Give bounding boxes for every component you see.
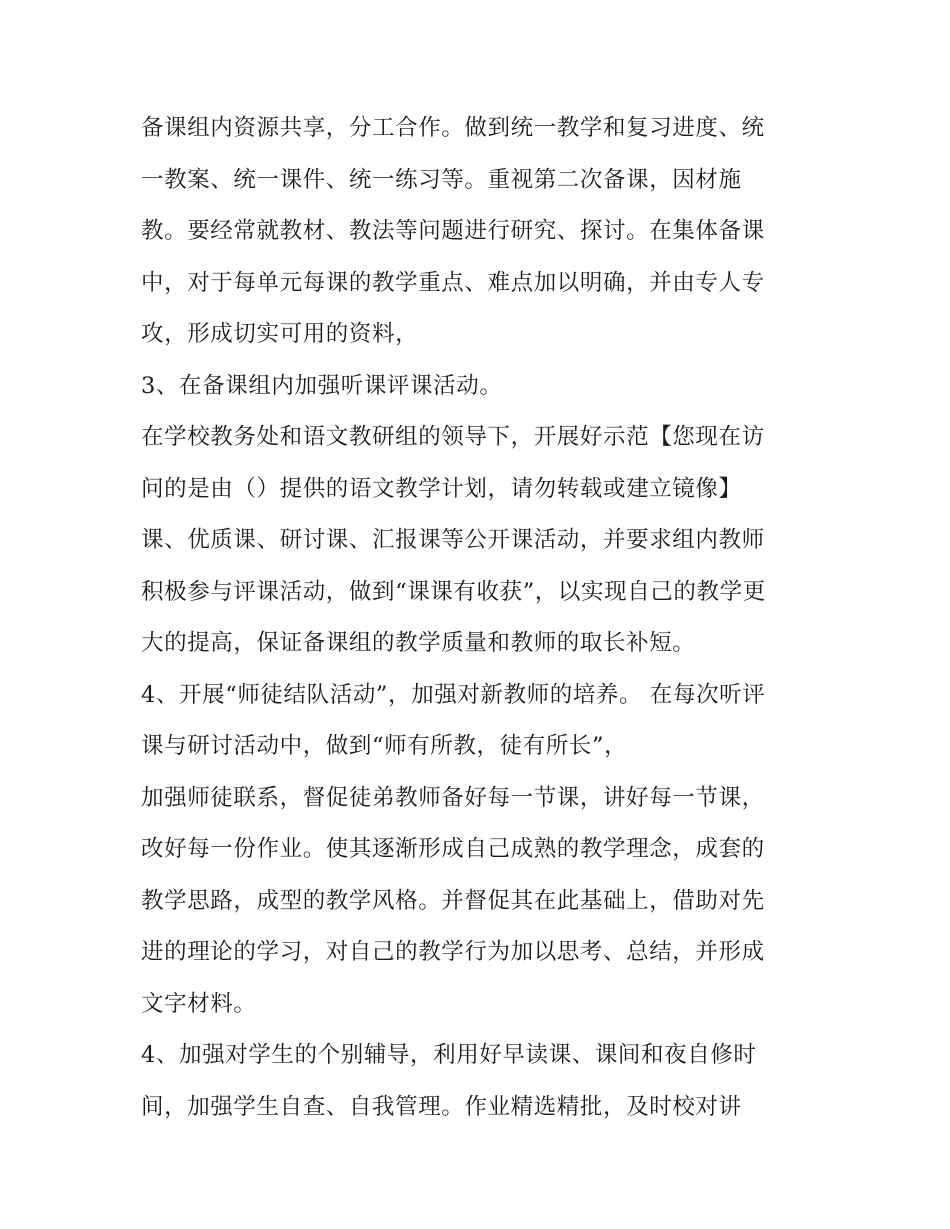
text-line: 积极参与评课活动，做到“课课有收获”，以实现自己的教学更 — [141, 578, 766, 605]
text-line: 在学校教务处和语文教研组的领导下，开展好示范【您现在访 — [141, 424, 765, 450]
section-heading-4: 4、开展“师徒结队活动”，加强对新教师的培养。 在每次听评 — [141, 681, 766, 708]
text-line: 中，对于每单元每课的教学重点、难点加以明确，并由专人专 — [141, 269, 765, 296]
text-line: 课、优质课、研讨课、汇报课等公开课活动，并要求组内教师 — [141, 527, 765, 553]
text-line: 一教案、统一课件、统一练习等。重视第二次备课，因材施 — [141, 166, 742, 193]
text-line: 备课组内资源共享，分工合作。做到统一教学和复习进度、统 — [141, 115, 765, 141]
text-line: 教学思路，成型的教学风格。并督促其在此基础上，借助对先 — [141, 887, 765, 914]
section-heading-3: 3、在备课组内加强听课评课活动。 — [141, 372, 503, 399]
text-line: 进的理论的学习，对自己的教学行为加以思考、总结，并形成 — [141, 939, 765, 965]
text-line: 大的提高，保证备课组的教学质量和教师的取长补短。 — [141, 630, 696, 656]
text-line: 教。要经常就教材、教法等问题进行研究、探讨。在集体备课 — [141, 218, 765, 244]
text-line: 改好每一份作业。使其逐渐形成自己成熟的教学理念，成套的 — [141, 836, 765, 862]
body-text — [141, 103, 821, 1133]
text-line: 课与研讨活动中，做到“师有所教，徒有所长”， — [141, 733, 628, 759]
section-heading-4b: 4、加强对学生的个别辅导，利用好早读课、课间和夜自修时 — [141, 1042, 757, 1068]
text-line: 间，加强学生自查、自我管理。作业精选精批，及时校对讲 — [141, 1093, 742, 1120]
text-line: 文字材料。 — [141, 990, 257, 1017]
text-line: 问的是由（）提供的语文教学计划，请勿转载或建立镜像】 — [141, 475, 742, 502]
text-line: 攻，形成切实可用的资料， — [141, 321, 419, 347]
text-line: 加强师徒联系，督促徒弟教师备好每一节课，讲好每一节课， — [141, 784, 765, 811]
